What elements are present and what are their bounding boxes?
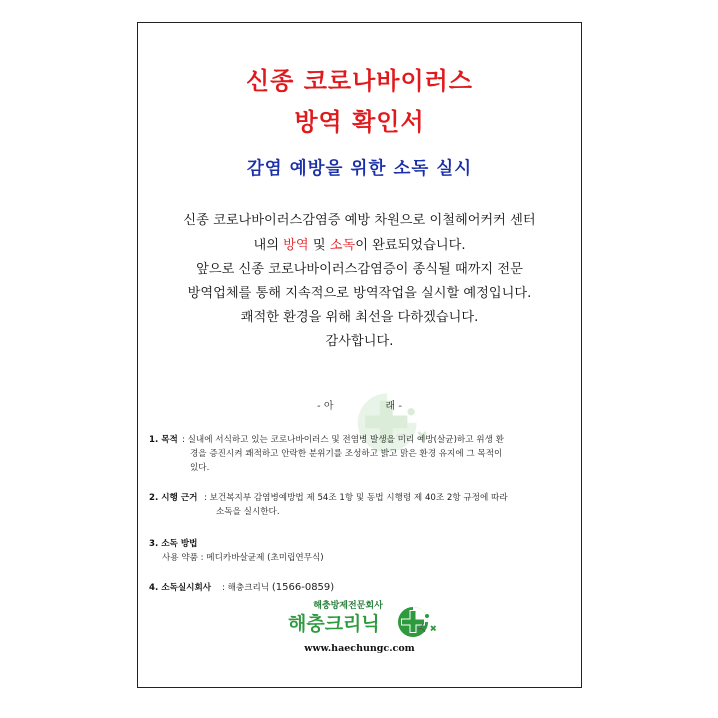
- body-line-2-post: 이 완료되었습니다.: [355, 238, 466, 253]
- certificate-sheet: [137, 22, 582, 688]
- body-highlight-disinfection: 방역: [283, 238, 309, 253]
- logo-name: 해충크리닉: [288, 613, 380, 635]
- method-heading: 3. 소독 방법: [149, 539, 198, 549]
- method-line: 사용 약품 : 메디카바살균제 (초미립연무식): [162, 553, 324, 563]
- purpose-line-2: 경을 증진시켜 쾌적하고 안락한 분위기를 조성하고 밝고 맑은 환경 유지에 그 목적이: [190, 449, 503, 459]
- notice-heading: [138, 397, 581, 412]
- logo-cross-icon: [391, 596, 441, 646]
- company-heading: 4. 소독실시회사: [149, 583, 212, 593]
- basis-line-1: : 보건복지부 감염병예방법 제 54조 1항 및 동법 시행령 제 40조 2항 규정에 따라: [204, 493, 508, 503]
- notice-heading-right: 래 -: [385, 401, 402, 412]
- company-name: [222, 581, 334, 593]
- purpose-line-1: : 실내에 서식하고 있는 코로나바이러스 및 전염병 발생을 미리 예방(살균)하고 위생 환: [182, 435, 504, 445]
- website-url: www.haechungc.com: [304, 643, 415, 654]
- basis-line-2: 소독을 실시한다.: [216, 507, 280, 517]
- body-line-2: [138, 234, 581, 253]
- basis-heading: 2. 시행 근거: [149, 493, 198, 503]
- body-line-4: 방역업체를 통해 지속적으로 방역작업을 실시할 예정입니다.: [187, 286, 532, 301]
- company-phone: (1566-0859): [271, 582, 335, 593]
- body-line-5: 쾌적한 환경을 위해 최선을 다하겠습니다.: [240, 310, 479, 325]
- body-line-2-mid: 및: [308, 238, 330, 253]
- company-name-text: : 해충크리닉: [222, 583, 270, 593]
- logo-caption: 해충방제전문회사: [313, 601, 383, 611]
- title-line-2: 방역 확인서: [294, 108, 425, 136]
- subtitle: 감염 예방을 위한 소독 실시: [246, 159, 473, 179]
- purpose-heading: 1. 목적: [149, 435, 178, 445]
- purpose-line-3: 있다.: [190, 463, 210, 473]
- notice-heading-left: - 아: [317, 401, 334, 412]
- title-line-1: 신종 코로나바이러스: [245, 67, 473, 95]
- body-line-1: 신종 코로나바이러스감염증 예방 차원으로 이철헤어커커 센터: [183, 213, 536, 228]
- body-line-6: 감사합니다.: [325, 334, 394, 349]
- body-line-3: 앞으로 신종 코로나바이러스감염증이 종식될 때까지 전문: [196, 262, 523, 277]
- body-highlight-sterilization: 소독: [329, 238, 356, 253]
- body-line-2-pre: 내의: [253, 238, 284, 253]
